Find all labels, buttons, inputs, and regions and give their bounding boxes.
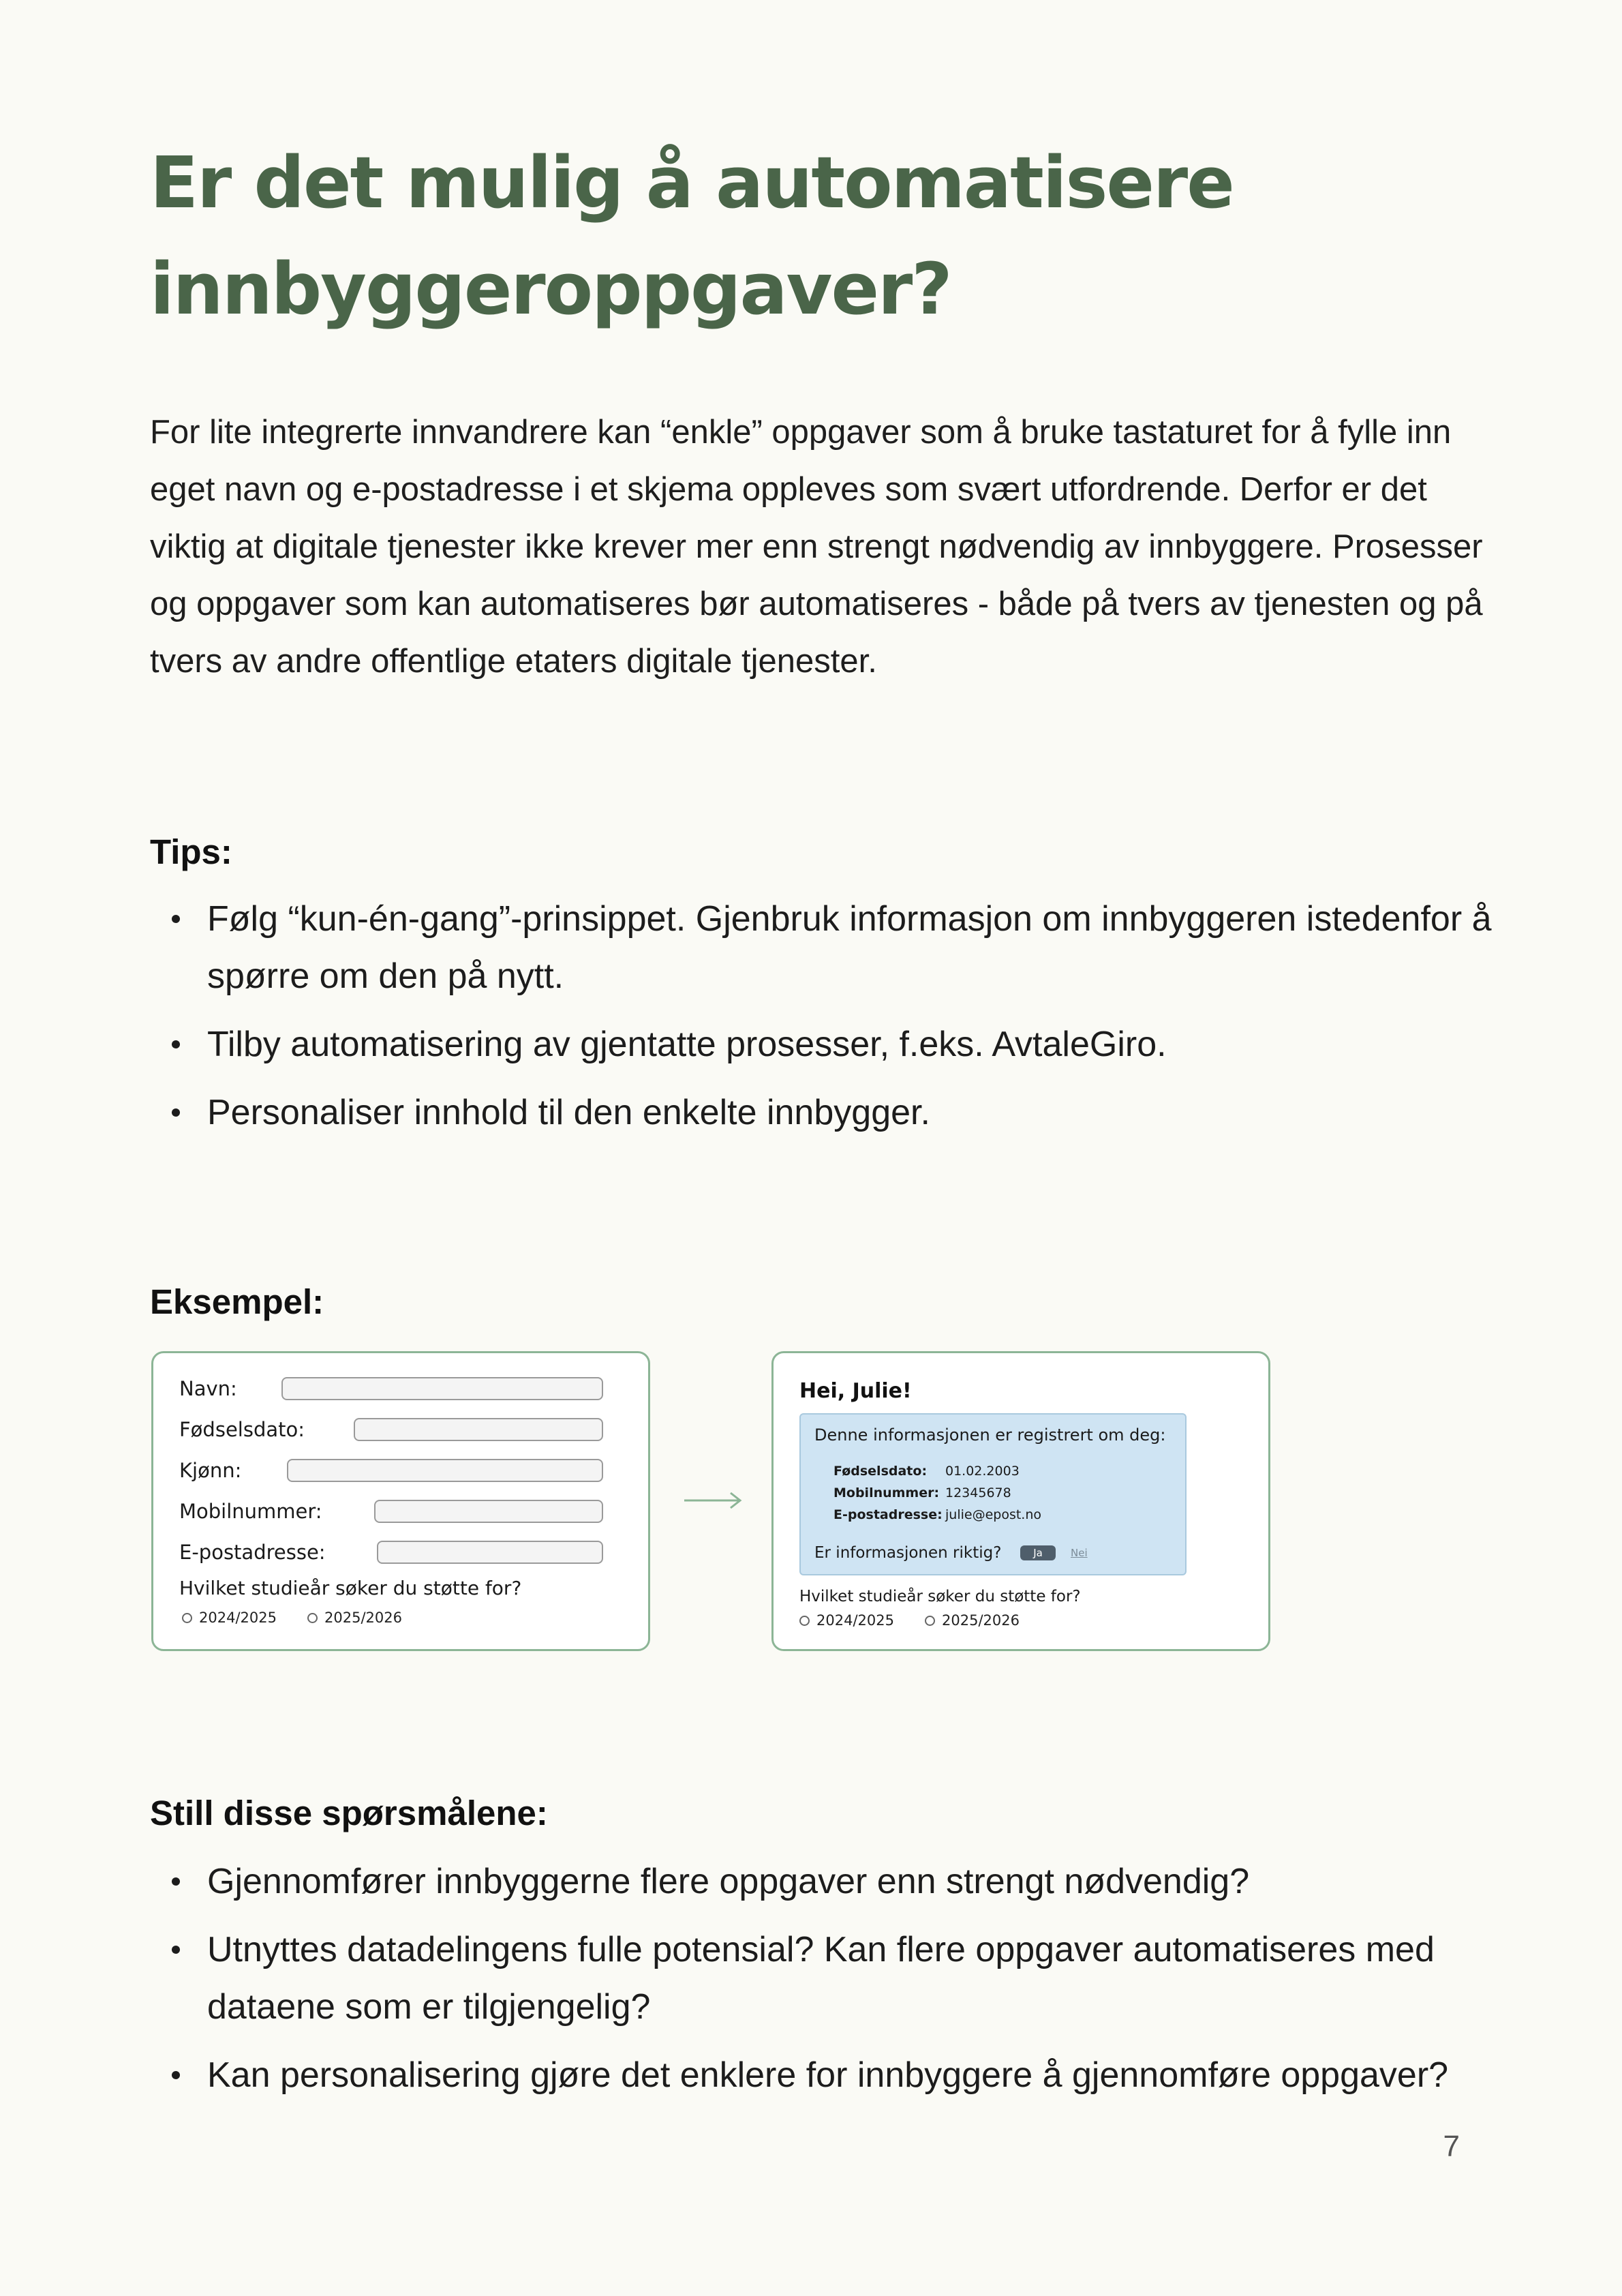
field-label: Navn: (179, 1377, 237, 1400)
radio-option-2024[interactable] (799, 1612, 894, 1629)
email-input[interactable] (377, 1541, 603, 1564)
option-label: 2025/2026 (324, 1610, 402, 1626)
question-text: Kan personalisering gjøre det enklere for innbyggere å gjennomføre oppgaver? (207, 2055, 1449, 2095)
info-heading: Denne informasjonen er registrert om deg: (814, 1425, 1166, 1445)
question-text: Gjennomfører innbyggerne flere oppgaver enn strengt nødvendig? (207, 1862, 1250, 1901)
list-item (150, 1921, 1527, 2036)
question-text: Utnyttes datadelingens fulle potensial? Kan flere oppgaver automatiseres med dataene som er tilgjengelig? (207, 1930, 1435, 2027)
yes-button[interactable]: Ja (1020, 1545, 1056, 1560)
radio-icon (307, 1613, 318, 1623)
study-year-question: Hvilket studieår søker du støtte for? (799, 1588, 1081, 1605)
page-title-line-2: innbyggeroppgaver? (150, 247, 951, 331)
radio-icon (925, 1616, 935, 1626)
questions-label: Still disse spørsmålene: (150, 1794, 548, 1832)
bullet-icon (172, 2071, 180, 2079)
info-value: 01.02.2003 (945, 1464, 1020, 1479)
tip-text: Følg “kun-én-gang”-prinsippet. Gjenbruk informasjon om innbyggeren istedenfor å spørre om den på nytt. (207, 899, 1492, 996)
greeting: Hei, Julie! (799, 1379, 912, 1403)
list-item (150, 2046, 1527, 2104)
questions-list (150, 1853, 1527, 2115)
no-link[interactable]: Nei (1071, 1547, 1088, 1559)
list-item (150, 1016, 1527, 1073)
gender-input[interactable] (287, 1459, 603, 1482)
birthdate-input[interactable] (354, 1418, 603, 1441)
radio-icon (799, 1616, 810, 1626)
intro-paragraph: For lite integrerte innvandrere kan “enkle” oppgaver som å bruke tastaturet for å fylle inn eget navn og e-postadresse i et skjema oppleves som svært utfordrende. Derfor er det viktig at digitale tjenester ikke krever mer enn strengt nødvendig av innbyggere. Prosesser og oppgaver som kan automatiseres bør automatiseres - både på tvers av tjenesten og på tvers av andre offentlige etaters digitale tjenester. (150, 414, 1483, 680)
form-row-mobile (179, 1498, 629, 1525)
tip-text: Tilby automatisering av gjentatte prosesser, f.eks. AvtaleGiro. (207, 1025, 1167, 1064)
info-value: julie@epost.no (945, 1507, 1041, 1522)
bullet-icon (172, 1040, 180, 1048)
info-row (833, 1507, 1041, 1522)
bullet-icon (172, 1108, 180, 1117)
form-row-email (179, 1539, 629, 1566)
info-row (833, 1485, 1011, 1500)
tip-text: Personaliser innhold til den enkelte innbygger. (207, 1093, 930, 1132)
study-year-question: Hvilket studieår søker du støtte for? (179, 1577, 522, 1599)
tips-label: Tips: (150, 832, 232, 871)
field-label: Mobilnummer: (179, 1500, 322, 1523)
field-label: Fødselsdato: (179, 1418, 305, 1441)
info-label: E-postadresse: (833, 1507, 943, 1522)
form-row-birthdate (179, 1416, 629, 1443)
arrow-right-icon (683, 1490, 743, 1511)
form-row-name (179, 1375, 629, 1402)
list-item (150, 1853, 1527, 1910)
field-label: Kjønn: (179, 1459, 242, 1482)
bullet-icon (172, 915, 180, 923)
example-label: Eksempel: (150, 1282, 324, 1321)
option-label: 2024/2025 (816, 1612, 894, 1629)
info-label: Fødselsdato: (833, 1464, 928, 1479)
form-after-card (771, 1351, 1270, 1651)
page-title-line-1: Er det mulig å automatisere (150, 141, 1234, 224)
name-input[interactable] (281, 1377, 603, 1400)
mobile-input[interactable] (374, 1500, 603, 1523)
radio-option-2025[interactable] (925, 1612, 1020, 1629)
radio-option-2024[interactable] (182, 1610, 277, 1626)
registered-info-box (799, 1413, 1187, 1575)
bullet-icon (172, 1946, 180, 1954)
confirm-question: Er informasjonen riktig? (814, 1544, 1002, 1562)
form-row-gender (179, 1457, 629, 1484)
page-title (150, 130, 1445, 342)
page-number: 7 (1443, 2130, 1460, 2163)
radio-option-2025[interactable] (307, 1610, 402, 1626)
info-value: 12345678 (945, 1485, 1011, 1500)
form-before-card (151, 1351, 650, 1651)
field-label: E-postadresse: (179, 1541, 326, 1564)
info-label: Mobilnummer: (833, 1485, 940, 1500)
list-item (150, 1084, 1527, 1141)
radio-icon (182, 1613, 192, 1623)
info-row (833, 1464, 1020, 1479)
tips-list (150, 890, 1527, 1152)
bullet-icon (172, 1877, 180, 1886)
option-label: 2025/2026 (942, 1612, 1020, 1629)
list-item (150, 890, 1527, 1005)
option-label: 2024/2025 (199, 1610, 277, 1626)
